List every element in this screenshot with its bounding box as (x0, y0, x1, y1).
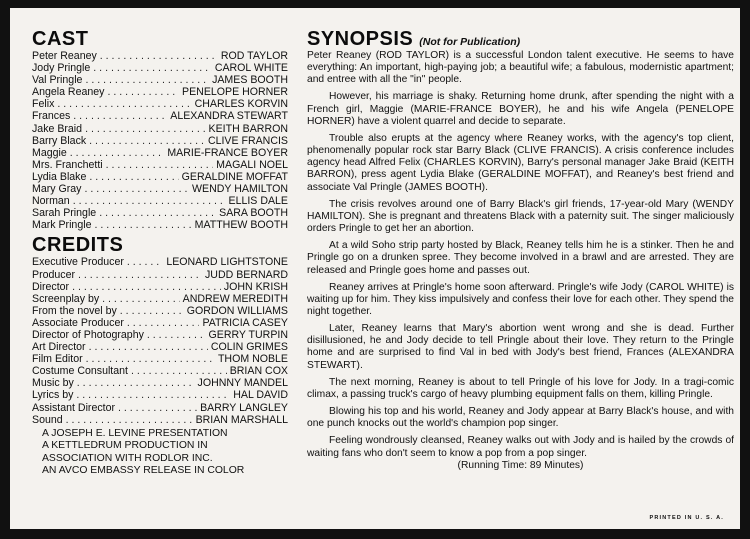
credits-heading: CREDITS (32, 234, 124, 257)
cast-row (32, 207, 288, 219)
credit-name: PATRICIA CASEY (202, 316, 288, 329)
credit-row (32, 402, 288, 414)
cast-row (32, 147, 288, 159)
credit-role: Director of Photography (32, 328, 144, 341)
synopsis-paragraph: Trouble also erupts at the agency where Reaney works, with the agency's top client, phenomenally popular rock star Barry Black (CLIVE FRANCIS). A crisis conference includes agency head Alfred Felix (CHARLES KORVIN), Barry's personal manager Jake Braid (KEITH BARRON), press agent Lydia Blake (GERALDINE MOFFAT), and Reaney's best friend and associate Val Pringle (JAMES BOOTH). (307, 132, 734, 193)
leader-dots (84, 183, 189, 195)
synopsis-heading: SYNOPSIS (307, 28, 414, 50)
actor-name: JAMES BOOTH (212, 74, 288, 87)
credit-row (32, 281, 288, 293)
cast-row (32, 98, 288, 110)
presentation-line: A KETTLEDRUM PRODUCTION IN (42, 440, 208, 452)
leader-dots (86, 353, 215, 365)
synopsis-paragraph: However, his marriage is shaky. Returning home drunk, after spending the night with a French girl, Maggie (MARIE-FRANCE BOYER), he and his wife Angela (PENELOPE HORNER) have a violent quarrel and decide to separate. (307, 91, 734, 127)
credit-row (32, 329, 288, 341)
actor-name: ELLIS DALE (228, 195, 288, 208)
credit-role: Lyrics by (32, 389, 74, 402)
synopsis-paragraph: Peter Reaney (ROD TAYLOR) is a successful London talent executive. He seems to have everything: An important, high-paying job; a beautiful wife; a fabulous, modernistic apartment; and entree with all the "in" people. (307, 50, 734, 86)
synopsis-paragraph: Feeling wondrously cleansed, Reaney walks out with Jody and is hailed by the crowds of waiting fans who don't seem to know a pop from a pop singer. (307, 435, 734, 459)
synopsis-paragraph: Later, Reaney learns that Mary's abortion went wrong and she is dead. Further disillusioned, he and Jody decide to tell Pringle about their love. They return to the Pringle home and are surprised to find Val in bed with Jody's best friend, Frances (ALEXANDRA STEWART). (307, 323, 734, 371)
leader-dots (85, 123, 205, 135)
credit-role: Music by (32, 377, 74, 390)
leader-dots (94, 219, 191, 231)
credit-name: BRIAN MARSHALL (195, 413, 288, 426)
credit-name: THOM NOBLE (217, 353, 288, 366)
role-label: Mark Pringle (32, 219, 92, 232)
credit-row (32, 365, 288, 377)
synopsis-paragraph: The crisis revolves around one of Barry Black's girl friends, 17-year-old Mary (WENDY HAMILTON). She is pregnant and threatens Black with a paternity suit. The singer maliciously orders Pringle to get her an abortion. (307, 198, 734, 235)
synopsis-paragraph: Blowing his top and his world, Reaney and Jody appear at Barry Black's house, and with one punch knocks out the world's champion pop singer. (307, 406, 734, 430)
credit-role: Producer (32, 268, 75, 281)
actor-name: KEITH BARRON (208, 122, 288, 135)
credit-role: Art Director (32, 341, 86, 354)
credit-role: Film Editor (32, 353, 83, 366)
credit-name: ANDREW MEREDITH (182, 292, 288, 305)
credit-name: BARRY LANGLEY (200, 401, 288, 414)
synopsis-note: (Not for Publication) (419, 36, 521, 48)
credit-role: Costume Consultant (32, 365, 128, 378)
role-label: Val Pringle (32, 74, 83, 87)
actor-name: CLIVE FRANCIS (207, 134, 288, 147)
credit-name: BRIAN COX (229, 365, 288, 378)
cast-row (32, 62, 288, 74)
actor-name: ALEXANDRA STEWART (170, 110, 288, 123)
leader-dots (93, 62, 212, 74)
synopsis-paragraph: Reaney arrives at Pringle's home soon afterward. Pringle's wife Jody (CAROL WHITE) is waiting up for him. They kiss impulsively and confess their love for each other. They spend the night together. (307, 281, 734, 317)
leader-dots (89, 135, 205, 147)
cast-list (32, 50, 288, 231)
cast-row (32, 110, 288, 122)
credit-role: Director (32, 280, 70, 293)
role-label: Peter Reaney (32, 50, 97, 62)
leader-dots (78, 269, 202, 281)
cast-row (32, 159, 288, 171)
cast-row (32, 123, 288, 135)
credit-name: GORDON WILLIAMS (186, 304, 288, 317)
credit-row (32, 353, 288, 365)
credit-role: From the novel by (32, 304, 117, 317)
cast-row (32, 50, 288, 62)
credit-row (32, 414, 288, 426)
presentation-line: ASSOCIATION WITH RODLOR INC. (42, 452, 213, 464)
credit-role: Sound (32, 413, 63, 426)
synopsis-header (307, 29, 734, 50)
credit-role: Executive Producer (32, 256, 124, 269)
role-label: Mary Gray (32, 183, 82, 196)
leader-dots (107, 86, 179, 98)
presentation-lines (32, 428, 288, 478)
credit-row (32, 256, 288, 268)
credit-name: GERRY TURPIN (208, 328, 288, 341)
credit-role: Assistant Director (32, 401, 116, 414)
leader-dots (85, 74, 209, 86)
credit-name: JOHN KRISH (223, 280, 288, 293)
leader-dots (70, 147, 165, 159)
cast-row (32, 183, 288, 195)
leader-dots (66, 414, 193, 426)
actor-name: CAROL WHITE (214, 62, 288, 75)
presentation-line: A JOSEPH E. LEVINE PRESENTATION (42, 427, 228, 439)
leader-dots (57, 98, 191, 110)
role-label: Sarah Pringle (32, 207, 97, 220)
cast-row (32, 195, 288, 207)
credit-row (32, 305, 288, 317)
role-label: Mrs. Franchetti (32, 158, 103, 171)
credits-list (32, 256, 288, 425)
role-label: Barry Black (32, 134, 87, 147)
leader-dots (118, 402, 197, 414)
role-label: Norman (32, 195, 70, 208)
credit-row (32, 317, 288, 329)
cast-row (32, 86, 288, 98)
actor-name: CHARLES KORVIN (194, 98, 288, 111)
role-label: Jake Braid (32, 122, 83, 135)
credit-name: HAL DAVID (233, 389, 288, 402)
actor-name: GERALDINE MOFFAT (181, 170, 288, 183)
credit-row (32, 293, 288, 305)
leader-dots (77, 377, 195, 389)
credit-row (32, 389, 288, 401)
actor-name: MATTHEW BOOTH (194, 219, 288, 232)
left-column (32, 29, 288, 477)
leader-dots (147, 329, 206, 341)
role-label: Lydia Blake (32, 170, 87, 183)
presentation-line: AN AVCO EMBASSY RELEASE IN COLOR (42, 464, 245, 476)
credit-role: Associate Producer (32, 316, 124, 329)
role-label: Frances (32, 110, 71, 123)
cast-row (32, 74, 288, 86)
leader-dots (127, 317, 200, 329)
leader-dots (89, 171, 178, 183)
role-label: Maggie (32, 146, 67, 159)
leader-dots (106, 159, 214, 171)
role-label: Jody Pringle (32, 62, 91, 75)
press-sheet (10, 8, 740, 529)
printed-in-usa: PRINTED IN U. S. A. (649, 515, 724, 521)
credit-row (32, 341, 288, 353)
cast-row (32, 219, 288, 231)
leader-dots (73, 110, 167, 122)
credit-name: JOHNNY MANDEL (197, 377, 288, 390)
leader-dots (131, 365, 227, 377)
leader-dots (100, 50, 218, 62)
actor-name: ROD TAYLOR (220, 50, 288, 62)
credit-name: LEONARD LIGHTSTONE (166, 256, 288, 269)
credit-name: COLIN GRIMES (210, 341, 288, 354)
running-time: (Running Time: 89 Minutes) (457, 459, 584, 471)
leader-dots (72, 281, 221, 293)
actor-name: MAGALI NOEL (216, 158, 288, 171)
leader-dots (73, 195, 226, 207)
credit-row (32, 269, 288, 281)
credit-name: JUDD BERNARD (205, 268, 288, 281)
actor-name: MARIE-FRANCE BOYER (167, 146, 288, 159)
cast-heading: CAST (32, 28, 89, 50)
right-column (307, 29, 734, 472)
credit-role: Screenplay by (32, 292, 100, 305)
leader-dots (89, 341, 208, 353)
leader-dots (76, 389, 230, 401)
cast-row (32, 135, 288, 147)
synopsis-paragraph: At a wild Soho strip party hosted by Black, Reaney tells him he is a stinker. Then he and Pringle go on a drunken spree. They become involved in a brawl and are arrested. They are released and Pringle goes home and passes out. (307, 240, 734, 276)
actor-name: PENELOPE HORNER (182, 86, 288, 99)
leader-dots (99, 207, 216, 219)
actor-name: WENDY HAMILTON (192, 183, 288, 196)
leader-dots (120, 305, 184, 317)
cast-row (32, 171, 288, 183)
role-label: Angela Reaney (32, 86, 105, 99)
actor-name: SARA BOOTH (219, 207, 288, 220)
leader-dots (102, 293, 180, 305)
role-label: Felix (32, 98, 55, 111)
credit-row (32, 377, 288, 389)
leader-dots (127, 256, 163, 268)
synopsis-paragraph: The next morning, Reaney is about to tell Pringle of his love for Jody. In a tragi-comic climax, a passing truck's cargo of heavy plumbing equipment falls on them, killing Pringle. (307, 376, 734, 400)
